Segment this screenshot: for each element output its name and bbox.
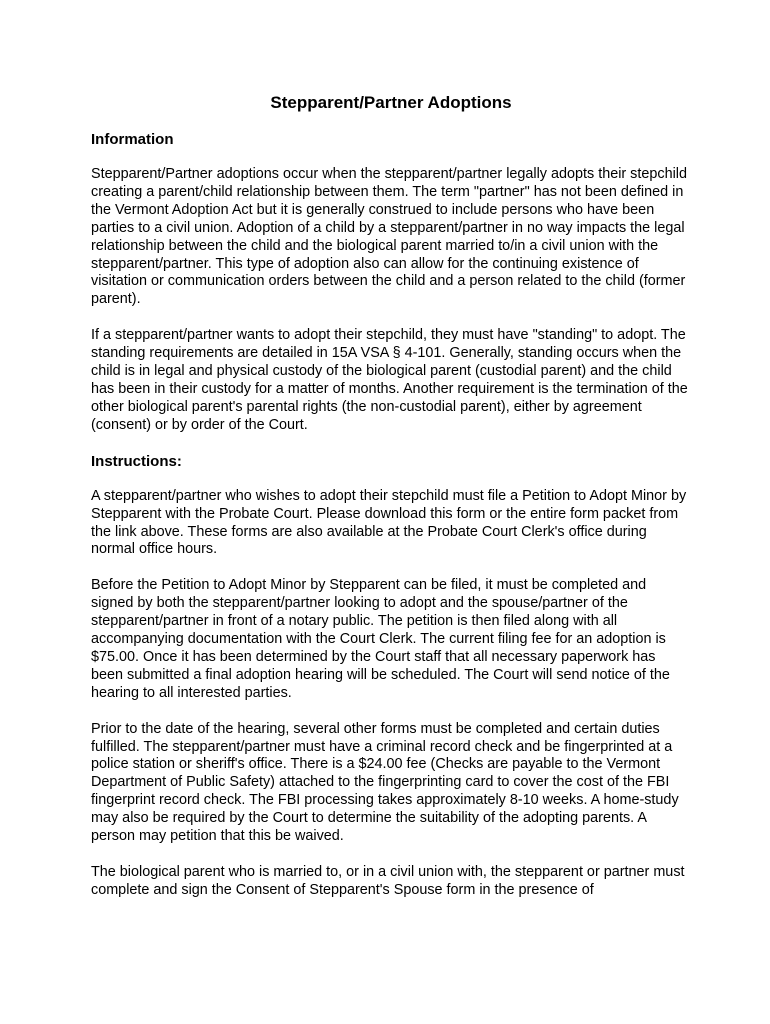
instructions-paragraph-4: The biological parent who is married to, or in a civil union with, the stepparent or partner must complete and sign the Consent of Stepparent's Spouse form in the presence of [91, 864, 685, 898]
instructions-paragraph-2: Before the Petition to Adopt Minor by Stepparent can be filed, it must be completed and signed by both the stepparent/partner looking to adopt and the spouse/partner of the stepparent/partner in front of a notary public. The petition is then filed along with all accompanying documentation with the Court Clerk. The current filing fee for an adoption is $75.00. Once it has been determined by the Court staff that all necessary paperwork has been submitted a final adoption hearing will be scheduled. The Court will send notice of the hearing to all interested parties. [91, 577, 670, 701]
information-paragraph-1: Stepparent/Partner adoptions occur when the stepparent/partner legally adopts their stepchild creating a parent/child relationship between them. The term "partner" has not been defined in the Vermont Adoption Act but it is generally construed to include persons who have been parties to a civil union. Adoption of a child by a stepparent/partner in no way impacts the legal relationship between the child and the biological parent married to/in a civil union with the stepparent/partner. This type of adoption also can allow for the continuing existence of visitation or communication orders between the child and a person related to the child (former parent). [91, 166, 687, 308]
information-heading: Information [91, 131, 174, 148]
document-page [91, 92, 691, 918]
instructions-paragraph-3: Prior to the date of the hearing, several other forms must be completed and certain duties fulfilled. The stepparent/partner must have a criminal record check and be fingerprinted at a police station or sheriff's office. There is a $24.00 fee (Checks are payable to the Vermont Department of Public Safety) attached to the fingerprinting card to cover the cost of the FBI fingerprint record check. The FBI processing takes approximately 8-10 weeks. A home-study may also be required by the Court to determine the suitability of the adopting parents. A person may petition that this be waived. [91, 720, 679, 845]
instructions-paragraph-1: A stepparent/partner who wishes to adopt their stepchild must file a Petition to Adopt Minor by Stepparent with the Probate Court. Please download this form or the entire form packet from the link above. These forms are also available at the Probate Court Clerk's office during normal office hours. [91, 487, 687, 558]
page-title: Stepparent/Partner Adoptions [270, 93, 512, 112]
information-paragraph-2: If a stepparent/partner wants to adopt their stepchild, they must have "standing" to adopt. The standing requirements are detailed in 15A VSA § 4-101. Generally, standing occurs when the child is in legal and physical custody of the biological parent (custodial parent) and the child has been in their custody for a matter of months. Another requirement is the termination of the other biological parent's parental rights (the non-custodial parent), either by agreement (consent) or by order of the Court. [91, 327, 688, 433]
instructions-heading: Instructions: [91, 452, 182, 470]
